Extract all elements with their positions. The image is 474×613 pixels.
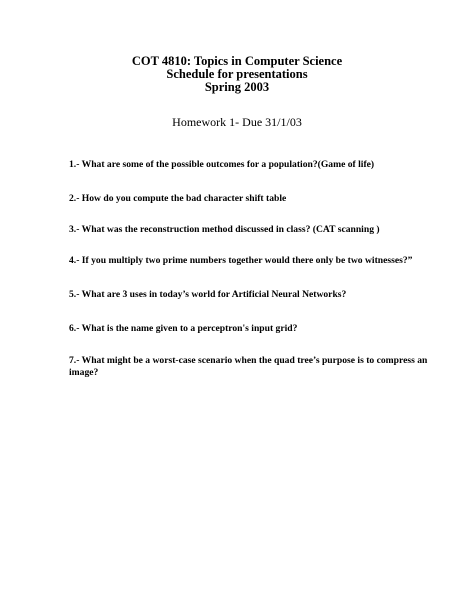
course-title: COT 4810: Topics in Computer Science <box>131 54 343 68</box>
question-7: 7.- What might be a worst-case scenario when the quad tree’s purpose is to compress an image? <box>69 355 428 378</box>
question-4: 4.- If you multiply two prime numbers together would there only be two witnesses?” <box>69 255 413 266</box>
question-3: 3.- What was the reconstruction method discussed in class? (CAT scanning ) <box>69 224 380 235</box>
question-5: 5.- What are 3 uses in today’s world for Artificial Neural Networks? <box>69 289 347 300</box>
schedule-title: Schedule for presentations <box>166 67 308 81</box>
semester-title: Spring 2003 <box>204 80 270 94</box>
homework-subtitle: Homework 1- Due 31/1/03 <box>172 115 302 129</box>
question-1: 1.- What are some of the possible outcomes for a population?(Game of life) <box>69 159 375 170</box>
question-6: 6.- What is the name given to a perceptron's input grid? <box>69 323 298 334</box>
question-2: 2.- How do you compute the bad character shift table <box>69 193 287 204</box>
document-header <box>0 55 474 94</box>
